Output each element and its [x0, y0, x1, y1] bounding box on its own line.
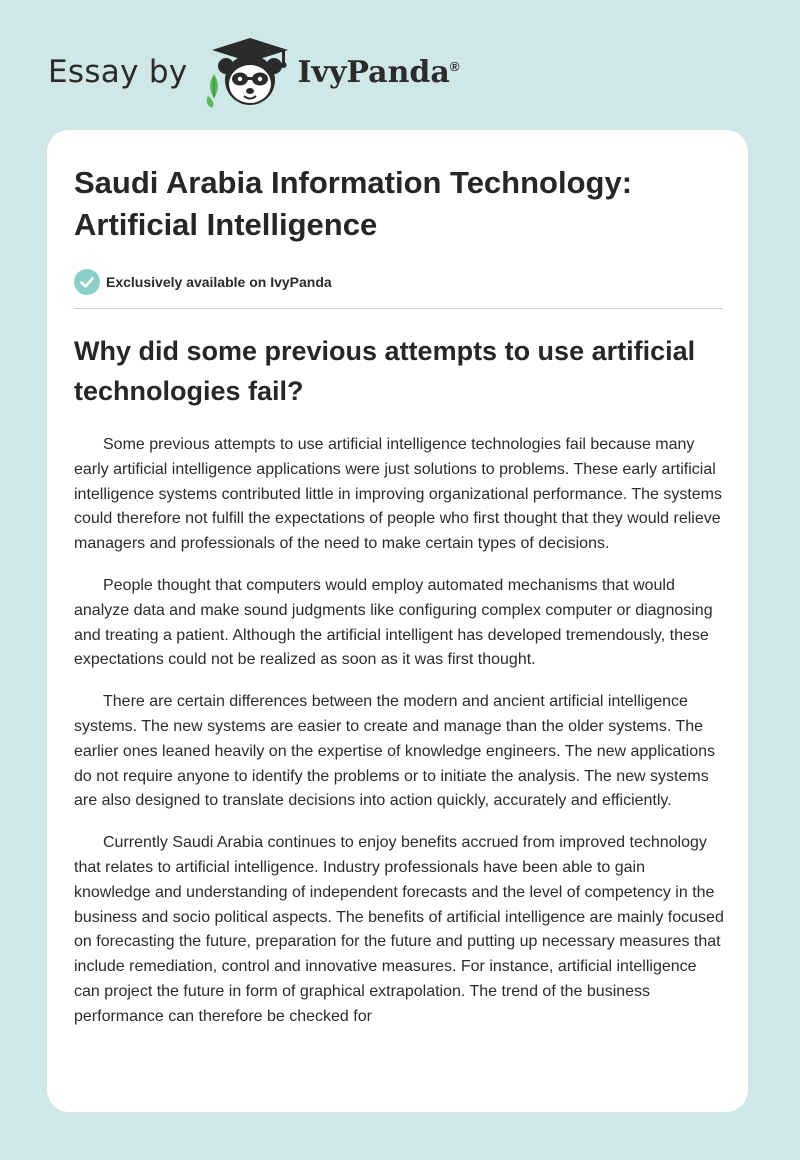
brand-name: IvyPanda®	[297, 54, 460, 90]
title-divider	[74, 308, 723, 309]
site-header-brand[interactable]	[48, 34, 459, 110]
paragraph-1: Some previous attempts to use artificial intelligence technologies fail because many early artificial intelligence applications were just solutions to problems. These early artificial intelligence systems contributed little in improving organizational performance. The systems could therefore not fulfill the expectations of people who first thought that they would relieve managers and professionals of the need to make certain types of decisions.	[74, 436, 723, 553]
exclusive-badge-text: Exclusively available on IvyPanda	[106, 274, 332, 290]
paragraph-4: Currently Saudi Arabia continues to enjoy benefits accrued from improved technology that relates to artificial intelligence. Industry professionals have been able to gain knowledge and understanding of independent forecasts and the level of competency in the business and socio political aspects. The benefits of artificial intelligence are mainly focused on forecasting the future, preparation for the future and putting up necessary measures that include remediation, control and innovative measures. For instance, artificial intelligence can project the future in form of graphical extrapolation. The trend of the business performance can therefore be checked for	[74, 834, 724, 1025]
essay-by-label: Essay by	[48, 54, 188, 90]
paragraph-2: People thought that computers would employ automated mechanisms that would analyze data and make sound judgments like configuring complex computer or diagnosing and treating a patient. Although the artificial intelligent has developed tremendously, these expectations could not be realized as soon as it was first thought.	[74, 576, 713, 669]
essay-title: Saudi Arabia Information Technology: Artificial Intelligence	[74, 165, 633, 242]
registered-mark: ®	[449, 58, 460, 74]
essay-card	[47, 130, 748, 1112]
check-circle-icon	[74, 269, 100, 295]
exclusive-badge	[74, 268, 724, 296]
panda-graduate-logo-icon	[202, 34, 292, 110]
section-heading: Why did some previous attempts to use artificial technologies fail?	[74, 336, 696, 406]
paragraph-3: There are certain differences between the modern and ancient artificial intelligence systems. The new systems are easier to create and manage than the older systems. The earlier ones leaned heavily on the expertise of knowledge engineers. The new applications do not require anyone to identify the problems or to initiate the analysis. The new systems are also designed to translate decisions into action quickly, accurately and efficiently.	[74, 693, 716, 810]
